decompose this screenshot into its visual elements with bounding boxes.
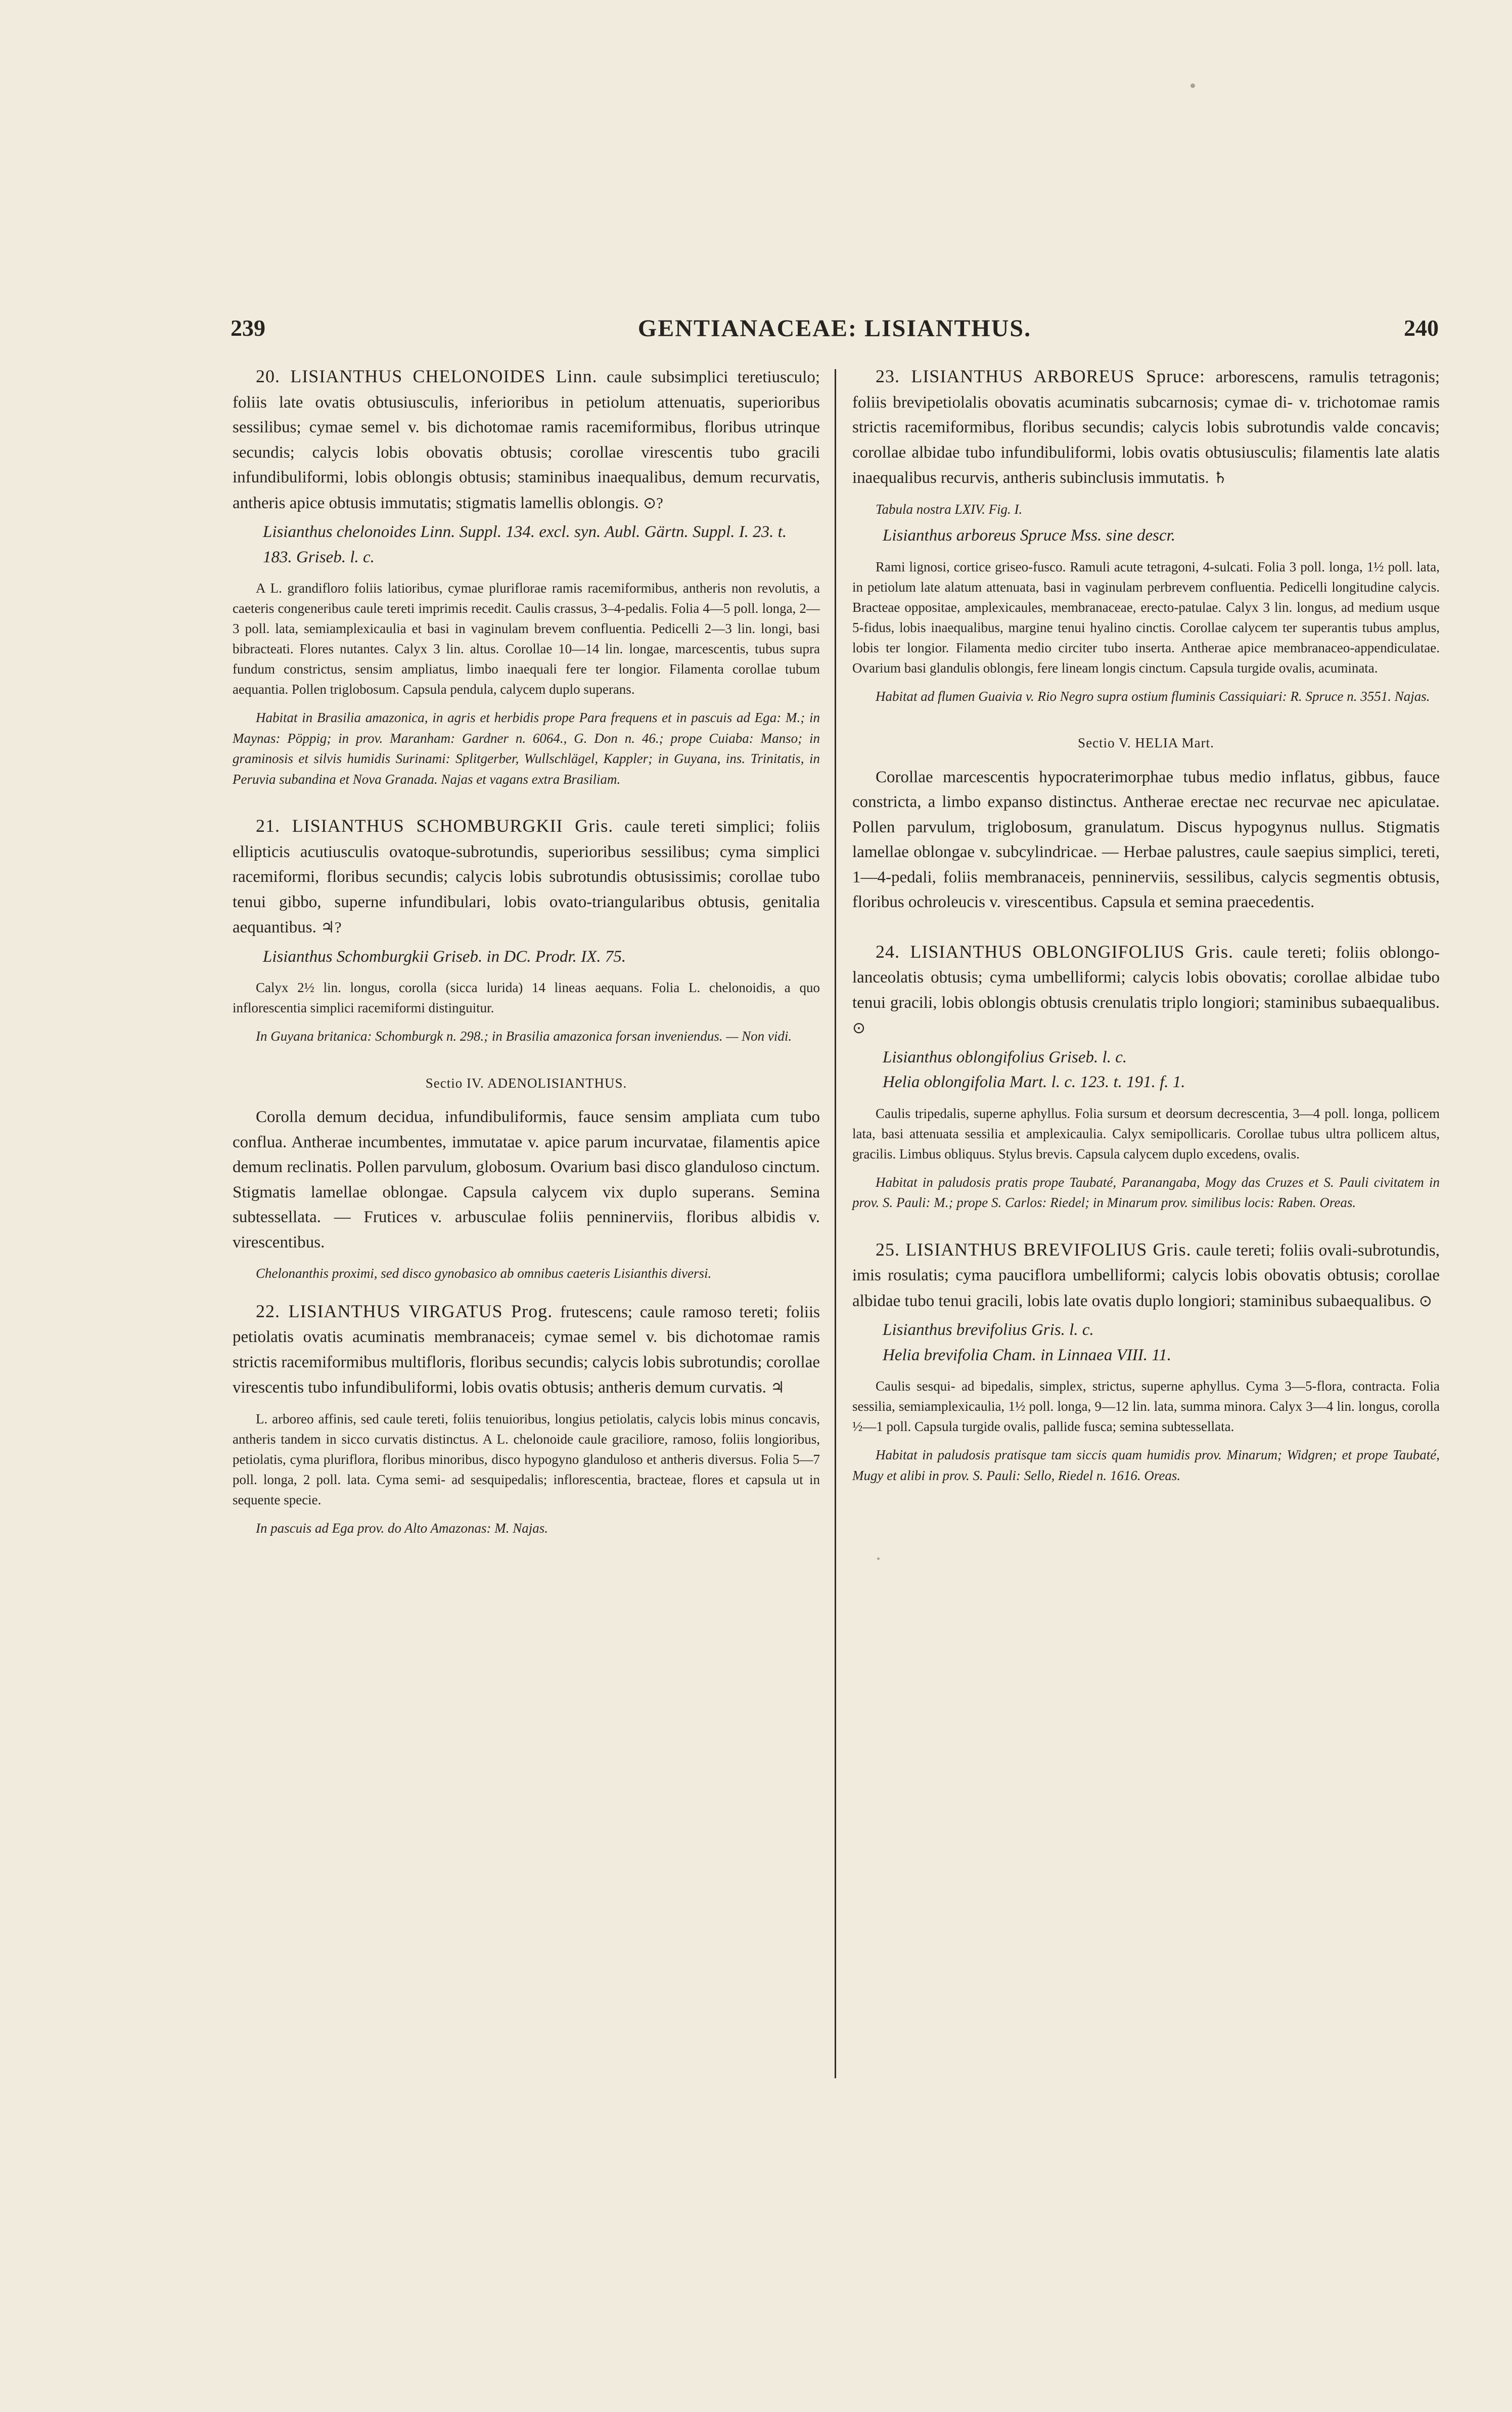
section-5-description: Corollae marcescentis hypocraterimorphae tubus medio inflatus, gibbus, fauce constricta, a limbo expanso distinctus. Antherae erectae nec recurvae nec apiculatae. Pollen parvulum, triglobosum, granulatum. Discus hypogynus nullus. Stigmatis lamellae oblongae v. subcylindricae. — Herbae palustres, caule saepius simplici, tereti, 1—4-pedali, foliis membranaceis, penninerviis, sessilibus, calycis segmentis obtusis, floribus ochroleucis v. virescentibus. Capsula et semina praecedentis. — [852, 768, 1440, 911]
species-23-diagnosis: arborescens, ramulis tetragonis; foliis brevipetiolalis obovatis acuminatis subcarnosis; cymae di- v. trichotomae ramis strictis racemiformibus, floribus secundis; calycis lobis subrotundis valde concavis; corollae albidae tubo infundibuliformi, lobis ovatis obtusiusculis; filamentis late alatis inaequalibus recurvis, antheris subinclusis immutatis. — [852, 368, 1440, 487]
species-21-habitat: In Guyana britanica: Schomburgk n. 298.; in Brasilia amazonica forsan inveniendus. — Non vidi. — [256, 1029, 792, 1044]
species-25-heading: 25. LISIANTHUS BREVIFOLIUS Gris. — [876, 1239, 1192, 1260]
species-20-description: A L. grandifloro foliis latioribus, cymae pluriflorae ramis racemiformibus, antheris non revolutis, a caeteris congeneribus caule tereti imprimis recedit. Caulis crassus, 3–4-pedalis. Folia 4—5 poll. longa, 2—3 poll. lata, semiamplexicaulia et basi in vaginulam brevem confluentia. Pedicelli 2—3 lin. longi, basi bibracteati. Flores nutantes. Calyx 3 lin. altus. Corollae 10—14 lin. longae, marcescentis, tubus supra fundum constrictus, sensim ampliatus, limbo inaequali fere ter longior. Filamenta corollae tubum aequantia. Pollen triglobosum. Capsula pendula, calycem duplo superans. — [233, 580, 820, 697]
species-21-citation: Lisianthus Schomburgkii Griseb. in DC. Prodr. IX. 75. — [263, 947, 626, 966]
species-21-diagnosis: caule tereti simplici; foliis ellipticis acutiusculis ovatoque-subrotundis, superioribus sessilibus; cyma simplici racemiformi, floribus secundis; calycis lobis subrotundis obtusissimis; corollae tubo tenui gibbo, superne infundibulari, lobis ovato-triangularibus obtusis, genitalia aequantibus. — [233, 818, 820, 936]
section-5-heading: Sectio V. HELIA Mart. — [1078, 735, 1214, 750]
species-24-citation-1: Lisianthus oblongifolius Griseb. l. c. — [883, 1048, 1127, 1066]
page-header — [231, 315, 1439, 350]
species-24-citation-2: Helia oblongifolia Mart. l. c. 123. t. 191. f. 1. — [883, 1073, 1185, 1091]
species-22-description: L. arboreo affinis, sed caule tereti, foliis tenuioribus, longius petiolatis, calycis lobis minus concavis, antheris tandem in sicco curvatis distinctus. A L. chelonoide caule graciliore, ramoso, foliis longioribus, petiolatis, cyma pluriflora, floribus minoribus, disco hypogyno glanduloso et antheris diversus. Folia 5—7 poll. longa, 2 poll. lata. Cyma semi- ad sesquipedalis; inflorescentia, bracteae, flores et capsula ut in sequente specie. — [233, 1411, 820, 1507]
species-20-citation: Lisianthus chelonoides Linn. Suppl. 134. excl. syn. Aubl. Gärtn. Suppl. I. 23. t. 183. Griseb. l. c. — [263, 523, 787, 566]
right-column — [852, 364, 1440, 1486]
species-22 — [233, 1299, 820, 1401]
species-21 — [233, 814, 820, 941]
perennial-symbol: ♃? — [320, 918, 342, 936]
left-column — [233, 364, 820, 1538]
species-25-description: Caulis sesqui- ad bipedalis, simplex, strictus, superne aphyllus. Cyma 3—5-flora, contracta. Folia sessilia, semiamplexicaulia, 1½ poll. longa, 9—12 lin. lata, summa minora. Calyx 3—4 lin. longus, corolla ½—1 poll. Capsula turgide ovalis, pallide fusca; semina subtessellata. — [852, 1378, 1440, 1434]
species-24 — [852, 940, 1440, 1041]
species-25-diagnosis: caule tereti; foliis ovali-subrotundis, imis rosulatis; cyma pauciflora umbelliformi; calycis lobis obovatis obtusis; corollae albidae tubo tenui gracili, lobis late ovatis duplo longiori; staminibus subaequalibus. — [852, 1241, 1440, 1310]
species-20 — [233, 364, 820, 516]
paper-speck — [1190, 83, 1195, 88]
species-22-habitat: In pascuis ad Ega prov. do Alto Amazonas: M. Najas. — [256, 1520, 548, 1536]
species-25-citation-2: Helia brevifolia Cham. in Linnaea VIII. 11. — [883, 1346, 1172, 1364]
species-23-heading: 23. LISIANTHUS ARBOREUS Spruce: — [876, 366, 1205, 386]
species-20-heading: 20. LISIANTHUS CHELONOIDES Linn. — [256, 366, 598, 386]
species-25-habitat: Habitat in paludosis pratisque tam siccis quam humidis prov. Minarum; Widgren; et prope Taubaté, Mugy et alibi in prov. S. Pauli: Sello, Riedel n. 1616. Oreas. — [852, 1447, 1440, 1483]
species-23-citation: Lisianthus arboreus Spruce Mss. sine descr. — [883, 526, 1176, 545]
species-22-heading: 22. LISIANTHUS VIRGATUS Prog. — [256, 1301, 553, 1321]
species-24-habitat: Habitat in paludosis pratis prope Taubaté, Paranangaba, Mogy das Cruzes et S. Pauli civitatem in prov. S. Pauli: M.; prope S. Carlos: Riedel; in Minarum prov. similibus locis: Raben. Oreas. — [852, 1174, 1440, 1210]
column-divider — [835, 369, 836, 2078]
perennial-symbol: ♃ — [770, 1378, 785, 1396]
species-24-description: Caulis tripedalis, superne aphyllus. Folia sursum et deorsum decrescentia, 3—4 poll. longa, pollicem lata, basi attenuata sessilia et amplexicaulia. Calyx semipollicaris. Corollae tubus ultra pollicem altus, gracilis. Limbus obliquus. Stylus brevis. Capsula calycem duplo excedens, ovalis. — [852, 1105, 1440, 1162]
page-number-right: 240 — [1404, 315, 1439, 341]
species-25-citation-1: Lisianthus brevifolius Gris. l. c. — [883, 1321, 1094, 1339]
species-23-description: Rami lignosi, cortice griseo-fusco. Ramuli acute tetragoni, 4-sulcati. Folia 3 poll. longa, 1½ poll. lata, in petiolum late alatum attenuata, basi in vaginulam perbrevem confluentia. Pedicelli longitudine calycis. Bracteae oppositae, amplexicaules, membranaceae, erecto-patulae. Calyx 3 lin. longus, ad medium usque 5-fidus, lobis inaequalibus, margine tenui hyalino cinctis. Corollae calycem ter superantis tubus amplus, lobis ter longior. Filamenta medio circiter tubo inserta. Antherae apice membranaceo-appendiculatae. Ovarium basi glandulis oblongis, fere lineam longis cinctum. Capsula turgide ovalis, acuminata. — [852, 559, 1440, 676]
species-25 — [852, 1237, 1440, 1314]
section-4-note: Chelonanthis proximi, sed disco gynobasico ab omnibus caeteris Lisianthis diversi. — [256, 1266, 712, 1281]
species-21-heading: 21. LISIANTHUS SCHOMBURGKII Gris. — [256, 816, 614, 836]
annual-symbol: ⊙ — [852, 1019, 865, 1037]
species-21-description: Calyx 2½ lin. longus, corolla (sicca lurida) 14 lineas aequans. Folia L. chelonoidis, a quo inflorescentia simplici racemiformi distinguitur. — [233, 980, 820, 1015]
species-24-heading: 24. LISIANTHUS OBLONGIFOLIUS Gris. — [876, 941, 1234, 962]
species-20-habitat: Habitat in Brasilia amazonica, in agris et herbidis prope Para frequens et in pascuis ad Ega: M.; in Maynas: Pöppig; in prov. Maranham: Gardner n. 6064., G. Don n. 46.; prope Cuiaba: Manso; in graminosis et silvis humidis Surinami: Splitgerber, Wullschlägel, Kappler; in Guyana, ins. Trinitatis, in Peruvia subandina et Nova Granada. Najas et vagans extra Brasiliam. — [233, 710, 820, 787]
species-23-plate: Tabula nostra LXIV. Fig. I. — [876, 501, 1023, 517]
page-number-left: 239 — [231, 315, 265, 341]
tree-symbol: ♄ — [1213, 469, 1227, 486]
paper-speck — [877, 1557, 880, 1560]
annual-symbol: ⊙? — [643, 494, 663, 512]
section-4-description: Corolla demum decidua, infundibuliformis, fauce sensim ampliata cum tubo conflua. Antherae incumbentes, immutatae v. apice parum incurvatae, filamentis apice demum reclinatis. Pollen parvulum, globosum. Ovarium basi disco glanduloso cinctum. Stigmatis lamellae oblongae. Capsula calycem vix duplo superans. Semina subtessellata. — Frutices v. arbusculae foliis penninerviis, floribus albidis v. virescentibus. — [233, 1108, 820, 1252]
species-22-diagnosis: frutescens; caule ramoso tereti; foliis petiolatis ovatis acuminatis membranaceis; cymae semel v. bis dichotomae ramis strictis racemiformibus multifloris, floribus secundis; calycis lobis subrotundis; corollae virescentis tubo infundibuliformi, lobis ovatis obtusis; antheris demum curvatis. — [233, 1303, 820, 1397]
species-20-diagnosis: caule subsimplici teretiusculo; foliis late ovatis obtusiusculis, inferioribus in petiolum attenuatis, superioribus sessilibus; cymae semel v. bis dichotomae ramis racemiformibus, floribus utrinque secundis; calycis lobis obovatis obtusis; corollae virescentis tubo gracili infundibuliformi, lobis oblongis obtusis; staminibus inaequalibus, demum recurvatis, antheris apice obtusis immutatis; stigmatis lamellis oblongis. — [233, 368, 820, 512]
species-23 — [852, 364, 1440, 491]
section-4-heading: Sectio IV. ADENOLISIANTHUS. — [425, 1075, 627, 1091]
species-24-diagnosis: caule tereti; foliis oblongo-lanceolatis obtusis; cyma umbelliformi; calycis lobis obovatis; corollae albidae tubo tenui gracili, lobis oblongis obtusis crenulatis triplo longiori; staminibus subaequalibus. — [852, 943, 1440, 1012]
running-title: GENTIANACEAE: LISIANTHUS. — [637, 315, 1032, 342]
annual-symbol: ⊙ — [1418, 1291, 1432, 1310]
species-23-habitat: Habitat ad flumen Guaivia v. Rio Negro supra ostium fluminis Cassiquiari: R. Spruce n. 3551. Najas. — [876, 688, 1430, 704]
